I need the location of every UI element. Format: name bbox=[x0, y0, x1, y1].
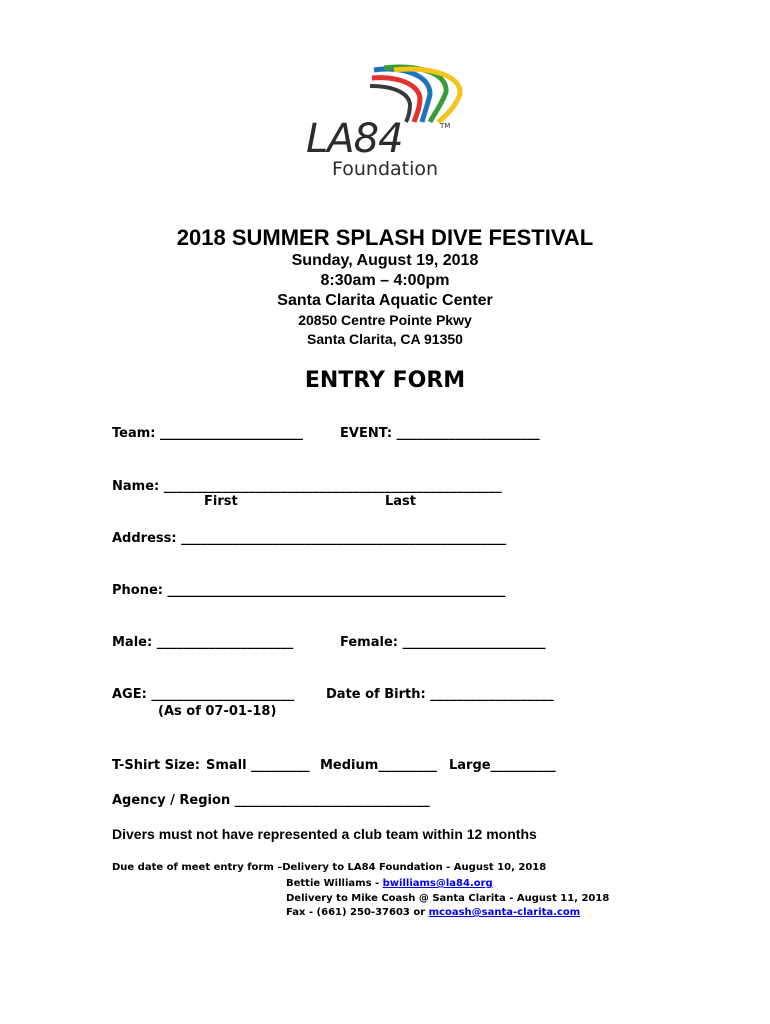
team-field[interactable]: Team: ______________________ bbox=[112, 426, 304, 441]
venue-city: Santa Clarita, CA 91350 bbox=[307, 331, 463, 347]
fax-number: Fax - (661) 250-37603 or bbox=[286, 907, 426, 918]
tshirt-large-field[interactable]: Large__________ bbox=[449, 758, 556, 773]
address-field[interactable]: Address: __________________________________________________ bbox=[112, 531, 507, 546]
due-date-line: Due date of meet entry form –Delivery to LA84 Foundation - August 10, 2018 bbox=[112, 862, 547, 873]
event-venue: Santa Clarita Aquatic Center bbox=[277, 292, 493, 309]
age-field[interactable]: AGE: ______________________ bbox=[112, 687, 295, 702]
name-field[interactable]: Name: ____________________________________________________ bbox=[112, 479, 502, 494]
tshirt-label: T-Shirt Size: bbox=[112, 758, 200, 773]
agency-field[interactable]: Agency / Region ______________________________ bbox=[112, 793, 430, 808]
event-title: 2018 SUMMER SPLASH DIVE FESTIVAL bbox=[176, 225, 594, 250]
name-first-label: First bbox=[204, 494, 238, 509]
email-link-bwilliams[interactable]: bwilliams@la84.org bbox=[382, 878, 493, 889]
name-last-label: Last bbox=[385, 494, 417, 509]
email-link-mcoash[interactable]: mcoash@santa-clarita.com bbox=[428, 907, 581, 918]
male-field[interactable]: Male: _____________________ bbox=[112, 635, 294, 650]
tshirt-small-field[interactable]: Small _________ bbox=[206, 758, 310, 773]
eligibility-notice: Divers must not have represented a club team within 12 months bbox=[112, 826, 537, 842]
female-field[interactable]: Female: ______________________ bbox=[340, 635, 546, 650]
venue-street: 20850 Centre Pointe Pkwy bbox=[298, 312, 472, 328]
phone-field[interactable]: Phone: ____________________________________________________ bbox=[112, 583, 506, 598]
entry-form-heading: ENTRY FORM bbox=[304, 368, 466, 393]
tshirt-medium-field[interactable]: Medium_________ bbox=[320, 758, 437, 773]
logo-name: LA84 bbox=[306, 116, 403, 162]
logo-sub: Foundation bbox=[332, 158, 439, 180]
fax-line bbox=[286, 907, 580, 918]
contact-name-1: Bettie Williams - bbox=[286, 878, 380, 889]
delivery-line: Delivery to Mike Coash @ Santa Clarita - August 11, 2018 bbox=[286, 893, 610, 904]
age-note: (As of 07-01-18) bbox=[158, 704, 277, 719]
la84-logo bbox=[300, 64, 470, 184]
contact-line-1 bbox=[286, 878, 493, 889]
event-time: 8:30am – 4:00pm bbox=[320, 272, 450, 289]
event-field[interactable]: EVENT: ______________________ bbox=[340, 426, 540, 441]
event-date: Sunday, August 19, 2018 bbox=[291, 252, 479, 269]
logo-tm: TM bbox=[440, 122, 451, 130]
dob-field[interactable]: Date of Birth: ___________________ bbox=[326, 687, 554, 702]
